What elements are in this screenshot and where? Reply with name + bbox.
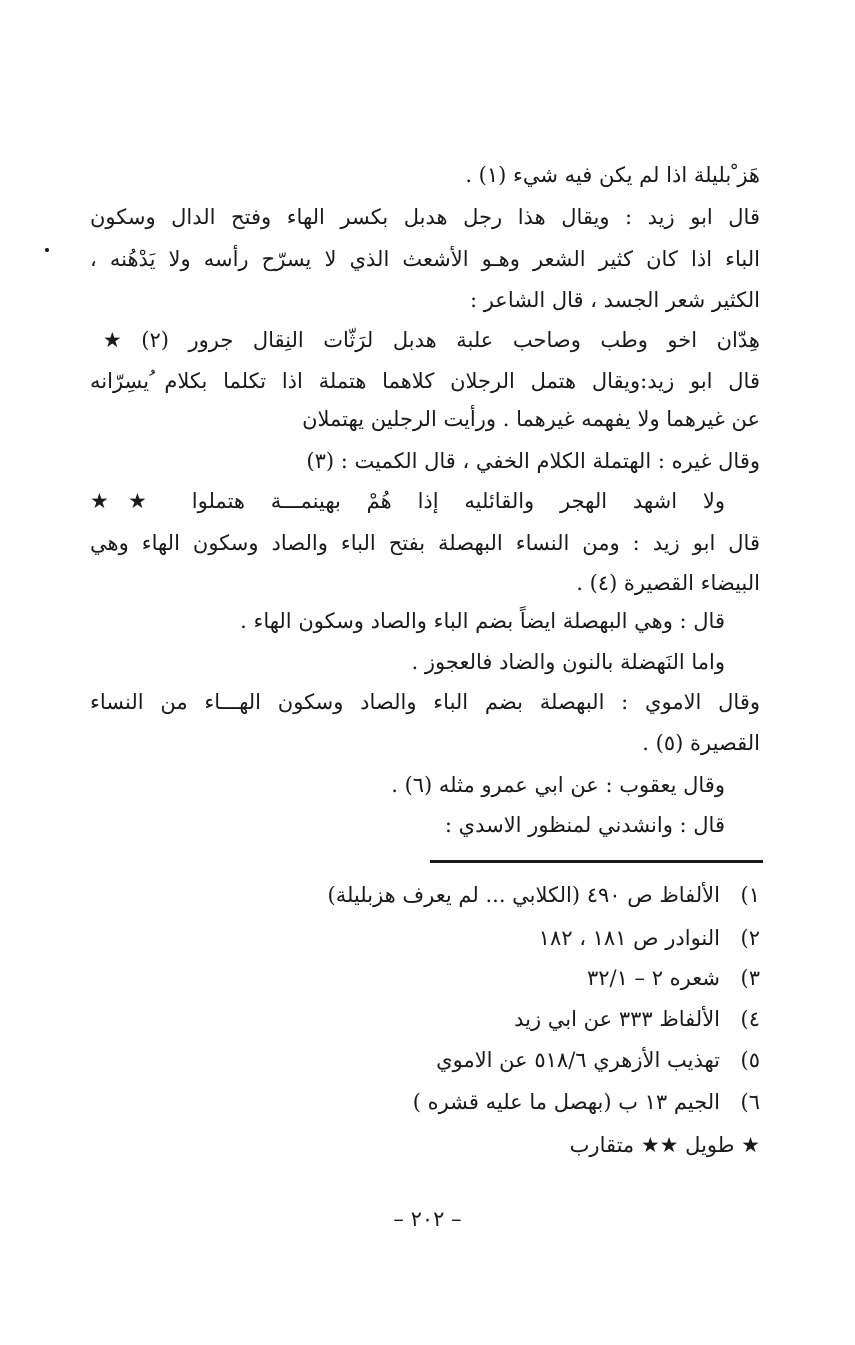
- text-line: واما النَهضلة بالنون والضاد فالعجوز .: [411, 650, 725, 674]
- footnote: [413, 1087, 760, 1117]
- footnote: [514, 1004, 760, 1034]
- text-line: قال ابو زيد:ويقال هتمل الرجلان كلاهما هتملة اذا تكلما بكلام ُيسِرّانه: [90, 369, 760, 393]
- footnote-text: تهذيب الأزهري ٥١٨/٦ عن الاموي: [436, 1048, 720, 1072]
- footnote-number: ٤): [740, 1007, 760, 1031]
- verse-line: ولا اشهد الهجر والقائليه إذا هُمْ بهينمـــة هتملوا ★★: [90, 489, 725, 513]
- footnote-text: النوادر ص ١٨١ ، ١٨٢: [538, 926, 720, 950]
- footnote: [328, 880, 760, 910]
- text-line: البيضاء القصيرة (٤) .: [576, 571, 760, 595]
- footnote-separator: [430, 860, 763, 863]
- page-number: – ٢٠٢ –: [393, 1207, 462, 1231]
- text-line: قال : وانشدني لمنظور الاسدي :: [444, 813, 725, 837]
- text-line: وقال غيره : الهتملة الكلام الخفي ، قال الكميت : (٣): [306, 449, 760, 473]
- text-line: وقال يعقوب : عن ابي عمرو مثله (٦) .: [391, 773, 725, 797]
- text-line: الكثير شعر الجسد ، قال الشاعر :: [469, 288, 760, 312]
- footnote-number: ٦): [740, 1090, 760, 1114]
- text-line: قال ابو زيد : ويقال هذا رجل هدبل بكسر الهاء وفتح الدال وسكون: [90, 205, 760, 229]
- text-line: وقال الاموي : البهصلة بضم الباء والصاد وسكون الهـــاء من النساء: [90, 690, 760, 714]
- text-line: هَز ْبليلة اذا لم يكن فيه شيء (١) .: [465, 163, 760, 187]
- footnote-number: ٥): [740, 1048, 760, 1072]
- text-line: القصيرة (٥) .: [642, 731, 760, 755]
- footnote-text: شعره ٢ – ٣٢/١: [586, 966, 720, 990]
- footnote: [587, 963, 760, 993]
- text-line: قال : وهي البهصلة ايضاً بضم الباء والصاد وسكون الهاء .: [240, 609, 725, 633]
- footnote-text: الألفاظ ص ٤٩٠ (الكلابي ... لم يعرف هزبليلة): [327, 883, 720, 907]
- margin-dot: [45, 248, 49, 252]
- text-line: قال ابو زيد : ومن النساء البهصلة بفتح الباء والصاد وسكون الهاء وهي: [90, 531, 760, 555]
- footnote-text: الألفاظ ٣٣٣ عن ابي زيد: [514, 1007, 720, 1031]
- meter-note: ★ طويل ★★ متقارب: [569, 1133, 760, 1157]
- text-line: الباء اذا كان كثير الشعر وهـو الأشعث الذي لا يسرّح رأسه ولا يَدْهُنه ،: [90, 247, 760, 271]
- footnote-number: ٣): [740, 966, 760, 990]
- footnote-number: ١): [740, 883, 760, 907]
- verse-line: هِدّان اخو وطب وصاحب علبة هدبل لرَثّات النِقال جرور (٢) ★: [90, 328, 760, 352]
- footnote: [436, 1045, 760, 1075]
- footnote-number: ٢): [740, 926, 760, 950]
- text-line: عن غيرهما ولا يفهمه غيرهما . ورأيت الرجلين يهتملان: [302, 407, 760, 431]
- footnote-text: الجيم ١٣ ب (بهصل ما عليه قشره ): [412, 1090, 720, 1114]
- footnote: [539, 923, 760, 953]
